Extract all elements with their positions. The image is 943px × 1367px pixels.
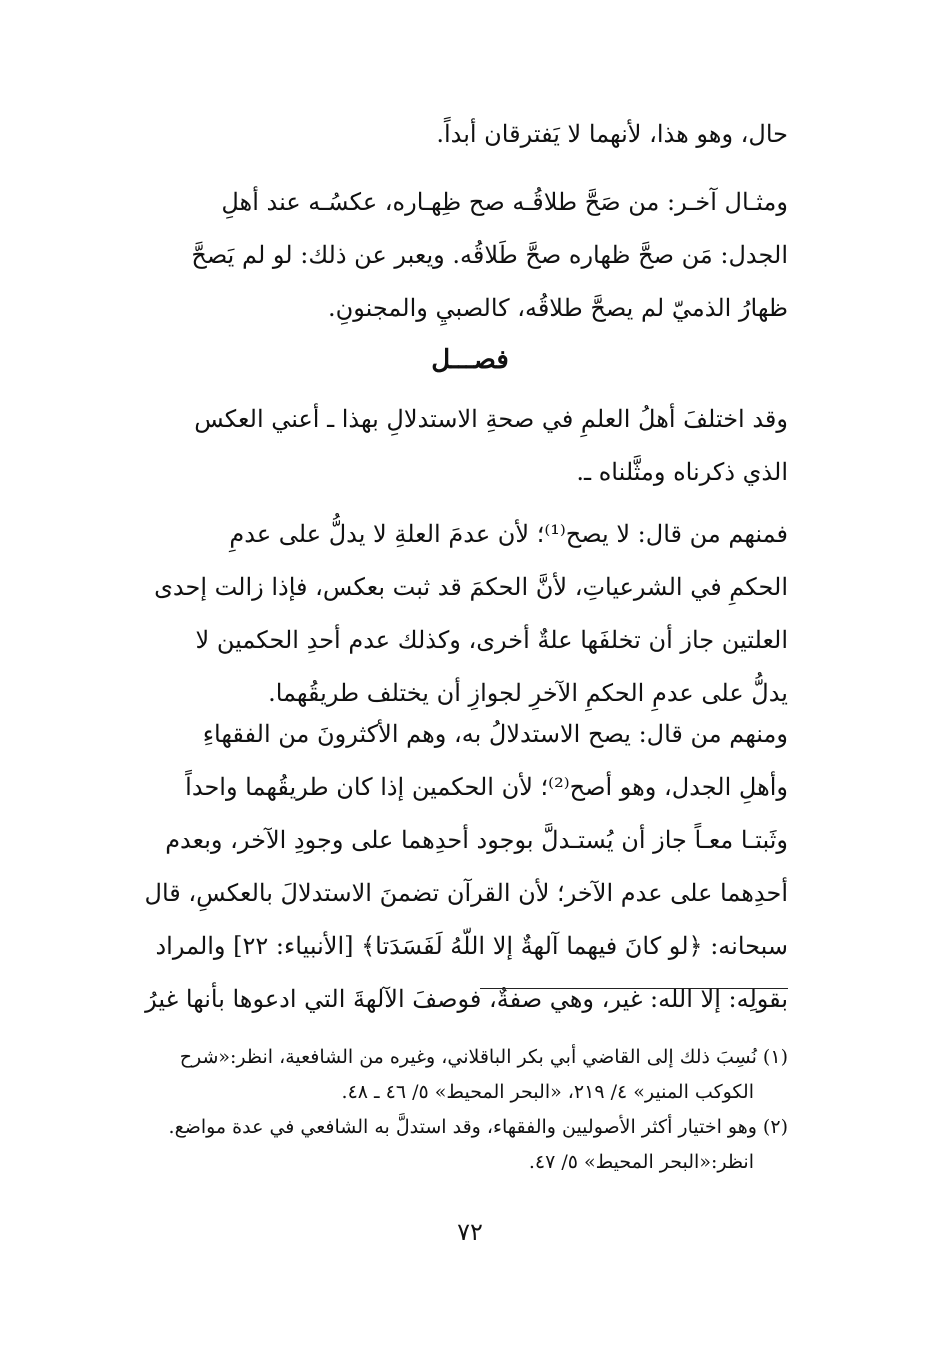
text-line: الحكمِ في الشرعياتِ، لأنَّ الحكمَ قد ثبت بعكس، فإذا زالت إحدى xyxy=(154,573,788,601)
paragraph-first-opinion xyxy=(108,508,788,720)
paragraph-example xyxy=(108,176,788,335)
section-heading: فصـــل xyxy=(431,345,509,375)
paragraph-second-opinion xyxy=(108,708,788,1026)
page-number: ٧٢ xyxy=(457,1218,483,1246)
footnote-line: انظر:«البحر المحيط» ٥/ ٤٧. xyxy=(528,1151,754,1173)
text-line: أحدِهما على عدم الآخر؛ لأن القرآن تضمنَ الاستدلالَ بالعكسِ، قال xyxy=(144,879,788,907)
footnotes xyxy=(108,1040,788,1180)
text-line: وقد اختلفَ أهلُ العلمِ في صحةِ الاستدلالِ بهذا ـ أعني العكس xyxy=(194,405,788,433)
text-line: بقولِه: إلا الله: غير، وهي صفةٌ، فوصفَ الآلهةَ التي ادعوها بأنها غيرُ xyxy=(145,985,788,1013)
text-line: ظهارُ الذميّ لم يصحَّ طلاقُه، كالصبيِ والمجنونِ. xyxy=(328,294,788,322)
text-line: الجدل: مَن صحَّ ظهاره صحَّ طَلاقُه. ويعبر عن ذلك: لو لم يَصحَّ xyxy=(191,241,788,269)
text-line: ومنهم من قال: يصح الاستدلالُ به، وهم الأكثرونَ من الفقهاءِ xyxy=(202,720,788,748)
text-line: وأهلِ الجدل، وهو أصح⁽²⁾؛ لأن الحكمين إذا كان طريقُهما واحداً xyxy=(185,773,788,801)
text-line: سبحانه: ﴿لو كانَ فيهما آلهةٌ إلا اللّهُ لَفَسَدَتا﴾ [الأنبياء: ٢٢] والمراد xyxy=(155,932,788,960)
text-line: العلتين جاز أن تخلفَها علةٌ أخرى، وكذلك عدم أحدِ الحكمين لا xyxy=(195,626,788,654)
text-line: الذي ذكرناه ومثَّلناه ـ. xyxy=(576,458,788,486)
text-line: وثَبتـا معـاً جاز أن يُستـدلَّ بوجود أحدِهما على وجودِ الآخر، وبعدم xyxy=(165,826,788,854)
footnote-line: (٢) وهو اختيار أكثر الأصوليين والفقهاء، وقد استدلَّ به الشافعي في عدة مواضع. xyxy=(168,1116,788,1138)
text-line: حال، وهو هذا، لأنهما لا يَفترقان أبداً. xyxy=(436,120,788,148)
text-line: فمنهم من قال: لا يصح⁽¹⁾؛ لأن عدمَ العلةِ لا يدلُّ على عدمِ xyxy=(229,520,788,548)
paragraph-continuation xyxy=(108,108,788,161)
paragraph-disagreement xyxy=(108,393,788,499)
text-line: يدلُّ على عدمِ الحكمِ الآخرِ لجوازِ أن يختلف طريقُهما. xyxy=(268,679,788,707)
footnote-line: الكوكب المنير» ٤/ ٢١٩، «البحر المحيط» ٥/ ٤٦ ـ ٤٨. xyxy=(341,1081,754,1103)
text-line: ومثـال آخـر: من صَحَّ طلاقُـه صح ظِهـاره، عكسُـه عند أهلِ xyxy=(221,188,788,216)
footnote-divider xyxy=(480,988,788,989)
footnote-line: (١) نُسِبَ ذلك إلى القاضي أبي بكر الباقلاني، وغيره من الشافعية، انظر:«شرح xyxy=(179,1046,788,1068)
